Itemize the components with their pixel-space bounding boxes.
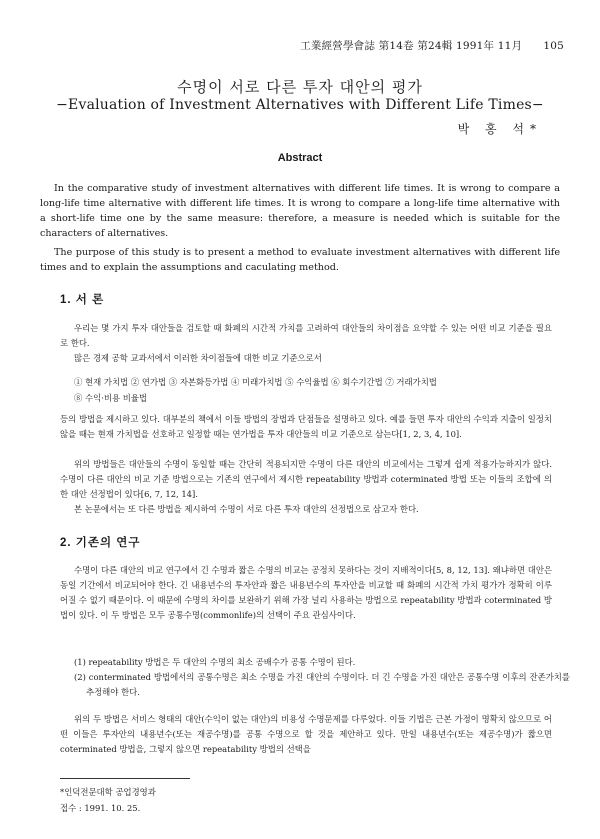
methods-list-continued: ⑧ 수익·비용 비율법 bbox=[74, 393, 147, 403]
section-1-paragraph-4: 위의 방법들은 대안들의 수명이 동일할 때는 간단히 적용되지만 수명이 다른 대안의 비교에서는 그렇게 쉽게 적용가능하지가 않다. 수명이 다른 대안의 비교 기준 방법으로는 기존의 연구에서 제시한 repeatability 방법과 coterminated 방법 또는 이들의 조합에 의한 대안 선정법이 있다[6, 7, 12, 14]. bbox=[60, 459, 552, 499]
abstract-heading: Abstract bbox=[277, 152, 323, 164]
title-english: −Evaluation of Investment Alternatives with Different Life Times− bbox=[56, 97, 544, 113]
section-1-paragraph-1: 우리는 몇 가지 투자 대안들을 검토할 때 화폐의 시간적 가치를 고려하여 대안들의 차이점을 요약할 수 있는 어떤 비교 기준을 필요로 한다. bbox=[60, 323, 552, 348]
section-1-paragraph-5: 본 논문에서는 또 다른 방법을 제시하여 수명이 서로 다른 투자 대안의 선정법으로 삼고자 한다. bbox=[74, 504, 419, 514]
title-korean: 수명이 서로 다른 투자 대안의 평가 bbox=[177, 78, 423, 96]
abstract-paragraph-1: In the comparative study of investment alternatives with different life times. It is wrong to compare a long-life time alternative with different life times. It is wrong to compare a long-life time alternative with a short-life time one by the same measure: therefore, a measure is needed which is suitable for the characters of alternatives. bbox=[40, 183, 560, 239]
methods-list: ① 현재 가치법 ② 연가법 ③ 자본화등가법 ④ 미래가치법 ⑤ 수익율법 ⑥ 회수기간법 ⑦ 거래가치법 bbox=[74, 377, 437, 387]
journal-citation: 工業經營學會誌 第14卷 第24輯 1991年 11月 bbox=[300, 40, 523, 52]
section-2-item-2: (2) conterminated 방법에서의 공통수명은 최소 수명을 가진 대안의 수명이다. 더 긴 수명을 가진 대안은 공통수명 이후의 잔존가치를 추정해야 한다. bbox=[74, 672, 570, 697]
footnote-received-date: 접수 : 1991. 10. 25. bbox=[60, 803, 141, 813]
section-1-heading: 1. 서 론 bbox=[60, 294, 105, 306]
section-2-paragraph-2: 위의 두 방법은 서비스 형태의 대안(수익이 없는 대안)의 비용성 수명문제를 다루었다. 이들 기법은 근본 가정이 명확치 않으므로 어떤 이들은 투자안의 내용년수(또는 재공수명)를 공통 수명으로 할 것을 제안하고 있다. 만일 내용년수(또는 제공수명)가 짧으면 coterminated 방법을, 그렇지 않으면 repeatability 방법의 선택을 bbox=[60, 714, 552, 754]
section-2-paragraph-1: 수명이 다른 대안의 비교 연구에서 긴 수명과 짧은 수명의 비교는 공정치 못하다는 것이 지배적이다[5, 8, 12, 13]. 왜냐하면 대안은 동일 기간에서 비교되어야 한다. 긴 내용년수의 투자안과 짧은 내용년수의 투자안을 비교할 때 화폐의 시간적 가치 평가가 정확히 이루어질 수 없기 때문이다. 이 때문에 수명의 차이를 보완하기 위해 가장 널리 사용하는 방법으로 repeatability 방법과 coterminated 방법이 있다. 이 두 방법은 모두 공통수명(commonlife)의 선택이 주요 관심사이다. bbox=[60, 565, 552, 620]
section-2-heading: 2. 기존의 연구 bbox=[60, 537, 141, 549]
section-1-paragraph-2: 많은 경제 공학 교과서에서 이러한 차이점들에 대한 비교 기준으로서 bbox=[74, 353, 322, 363]
page-number: 105 bbox=[543, 40, 564, 52]
footnote-affiliation: *인덕전문대학 공업경영과 bbox=[60, 787, 156, 797]
section-2-item-1: (1) repeatability 방법은 두 대안의 수명의 최소 공배수가 공통 수명이 된다. bbox=[74, 657, 356, 667]
section-1-paragraph-3: 등의 방법을 제시하고 있다. 대부분의 책에서 이들 방법의 장법과 단점들을 설명하고 있다. 예를 들면 투자 대안의 수익과 지출이 일정치 않을 때는 현재 가치법을 선호하고 일정할 때는 연가법을 투자 대안들의 비교 기준으로 삼는다[1, 2, 3, 4, 10]. bbox=[60, 414, 552, 439]
author: 박 홍 석* bbox=[457, 122, 542, 136]
footnote-rule bbox=[60, 778, 190, 779]
abstract-paragraph-2: The purpose of this study is to present a method to evaluate investment alternatives with different life times and to explain the assumptions and caculating method. bbox=[40, 247, 560, 273]
running-header bbox=[300, 38, 564, 53]
